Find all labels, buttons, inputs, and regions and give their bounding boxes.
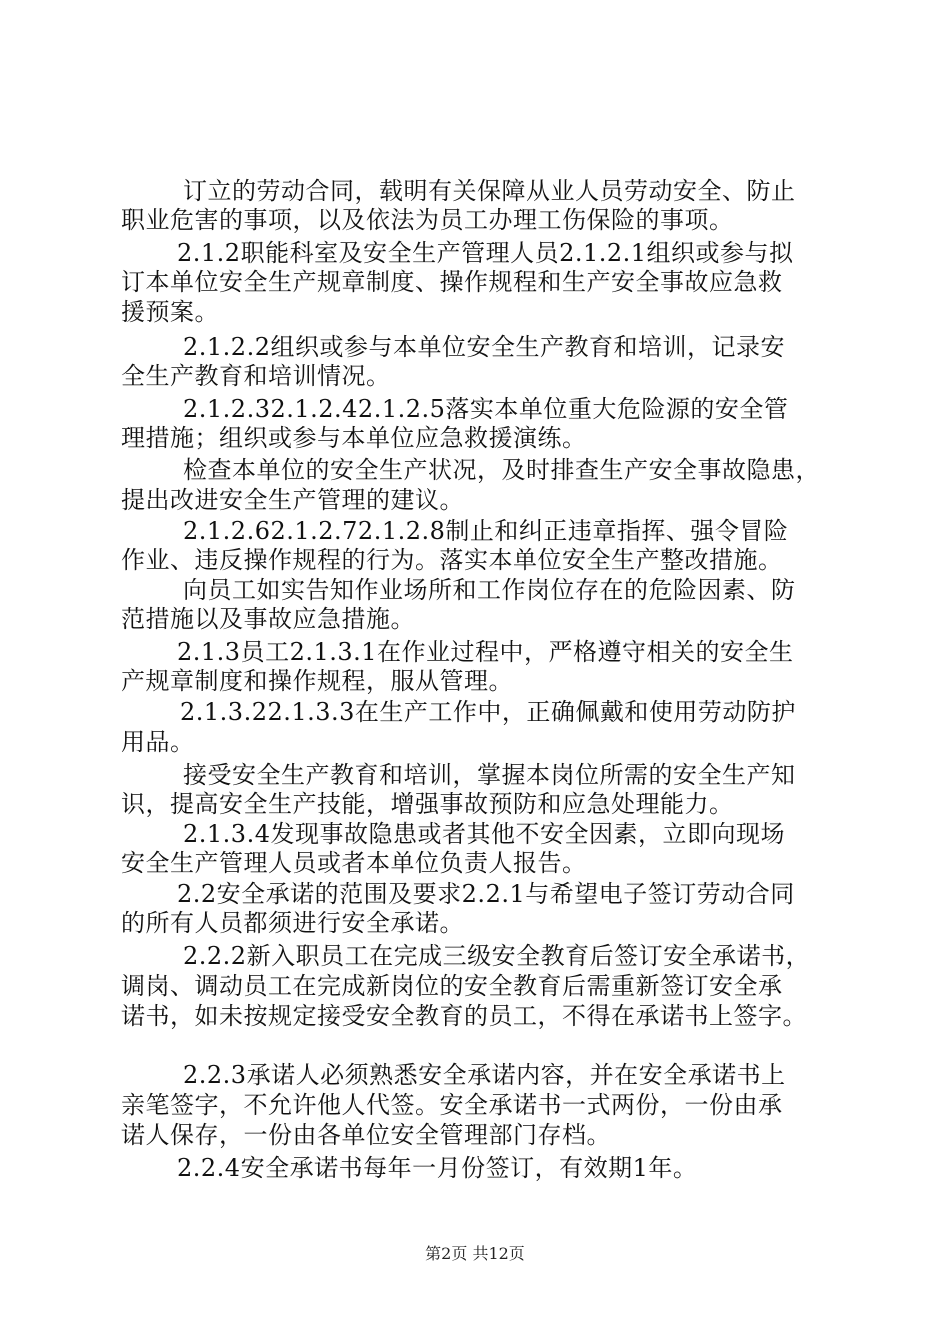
text-line: 作业、违反操作规程的行为。落实本单位安全生产整改措施。 (121, 546, 783, 574)
text-line: 的所有人员都须进行安全承诺。 (121, 909, 464, 937)
text-line: 检查本单位的安全生产状况，及时排查生产安全事故隐患， (183, 456, 820, 484)
text-line: 用品。 (121, 728, 195, 756)
text-line: 2.1.2.32.1.2.42.1.2.5落实本单位重大危险源的安全管 (183, 395, 789, 423)
text-line: 2.2.2新入职员工在完成三级安全教育后签订安全承诺书， (183, 942, 811, 970)
text-line: 职业危害的事项，以及依法为员工办理工伤保险的事项。 (121, 206, 734, 234)
text-line: 2.2.4安全承诺书每年一月份签订，有效期1年。 (177, 1154, 698, 1182)
text-line: 订立的劳动合同，载明有关保障从业人员劳动安全、防止 (183, 177, 796, 205)
text-line: 2.2.3承诺人必须熟悉安全承诺内容，并在安全承诺书上 (183, 1061, 786, 1089)
text-line: 2.1.3员工2.1.3.1在作业过程中，严格遵守相关的安全生 (177, 638, 794, 666)
text-line: 2.1.2.62.1.2.72.1.2.8制止和纠正违章指挥、强令冒险 (183, 517, 789, 545)
text-line: 范措施以及事故应急措施。 (121, 605, 415, 633)
text-line: 理措施；组织或参与本单位应急救援演练。 (121, 424, 587, 452)
text-line: 援预案。 (121, 298, 219, 326)
text-line: 向员工如实告知作业场所和工作岗位存在的危险因素、防 (183, 576, 796, 604)
page-footer: 第2页 共12页 (425, 1244, 525, 1263)
text-line: 2.1.2.2组织或参与本单位安全生产教育和培训，记录安 (183, 333, 785, 361)
text-line: 诺书，如未按规定接受安全教育的员工，不得在承诺书上签字。 (121, 1002, 807, 1030)
text-line: 2.2安全承诺的范围及要求2.2.1与希望电子签订劳动合同 (177, 880, 795, 908)
text-line: 调岗、调动员工在完成新岗位的安全教育后需重新签订安全承 (121, 972, 783, 1000)
text-line: 全生产教育和培训情况。 (121, 362, 391, 390)
text-line: 提出改进安全生产管理的建议。 (121, 486, 464, 514)
text-line: 亲笔签字，不允许他人代签。安全承诺书一式两份，一份由承 (121, 1091, 783, 1119)
text-line: 2.1.2职能科室及安全生产管理人员2.1.2.1组织或参与拟 (177, 239, 794, 267)
text-line: 安全生产管理人员或者本单位负责人报告。 (121, 849, 587, 877)
text-line: 产规章制度和操作规程，服从管理。 (121, 667, 513, 695)
text-line: 订本单位安全生产规章制度、操作规程和生产安全事故应急救 (121, 268, 783, 296)
text-line: 识，提高安全生产技能，增强事故预防和应急处理能力。 (121, 790, 734, 818)
text-line: 2.1.3.22.1.3.3在生产工作中，正确佩戴和使用劳动防护 (180, 698, 796, 726)
text-line: 接受安全生产教育和培训，掌握本岗位所需的安全生产知 (183, 761, 796, 789)
text-line: 诺人保存，一份由各单位安全管理部门存档。 (121, 1121, 611, 1149)
text-line: 2.1.3.4发现事故隐患或者其他不安全因素，立即向现场 (183, 820, 785, 848)
